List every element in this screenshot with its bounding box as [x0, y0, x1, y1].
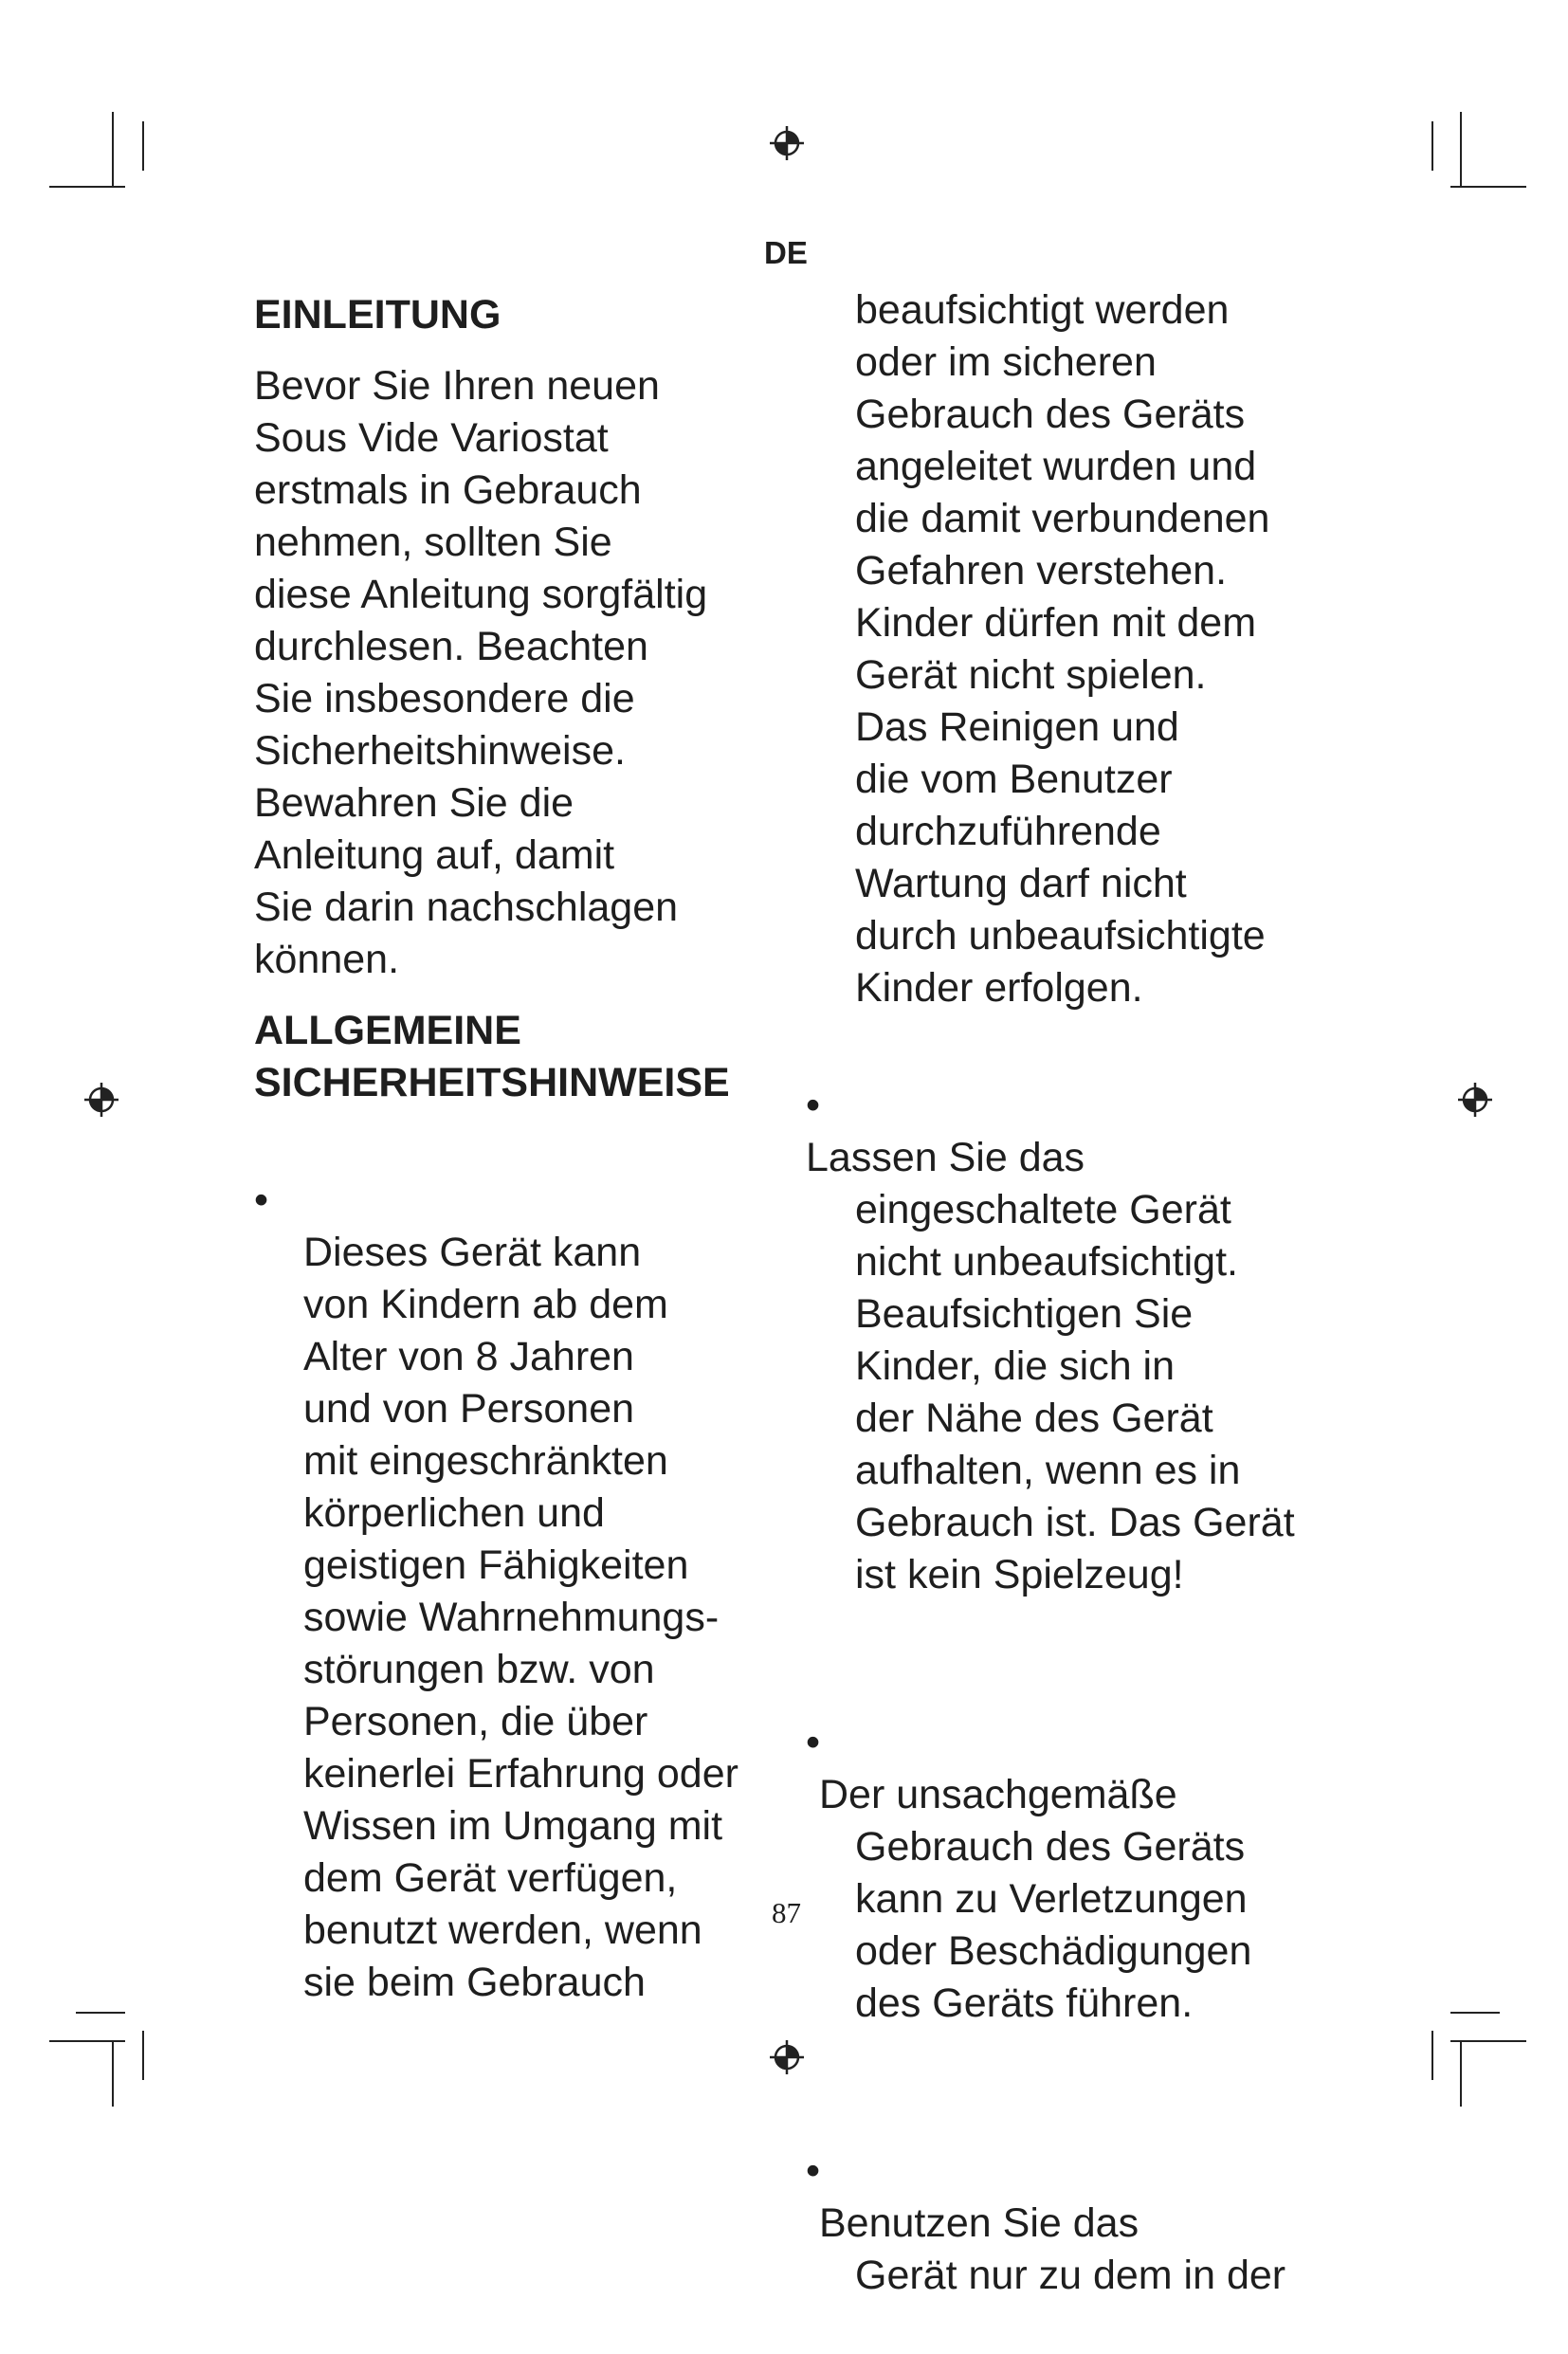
registration-mark-top-icon — [768, 124, 806, 162]
registration-mark-left-icon — [82, 1081, 120, 1119]
bullet-text-rest: Gerät nur zu dem in der — [855, 2253, 1286, 2298]
crop-mark-bottom-right-h2 — [1450, 2012, 1500, 2014]
crop-mark-top-right-v2 — [1431, 121, 1433, 171]
bullet-text: Dieses Gerät kann von Kindern ab dem Alter von 8 Jahren und von Personen mit eingeschränkten körperlichen und geistigen Fähigkeiten sowie Wahrnehmungs- störungen bzw. von Personen, die über keinerlei Erfahrung oder Wissen im Umgang mit dem Gerät verfügen, benutzt werden, wenn sie beim Gebrauch — [303, 1230, 738, 2005]
page-number: 87 — [772, 1896, 801, 1929]
list-item — [806, 1665, 1337, 2082]
bullet-text-rest: eingeschaltete Gerät nicht unbeaufsichtigt. Beaufsichtigen Sie Kinder, die sich in der Nähe des Gerät aufhalten, wenn es in Gebrauch ist. Das Gerät ist kein Spielzeug! — [855, 1187, 1295, 1597]
list-item — [806, 1028, 1337, 1653]
registration-mark-bottom-icon — [768, 2038, 806, 2076]
crop-mark-top-left-h — [49, 186, 125, 188]
crop-mark-bottom-right-v1 — [1460, 2040, 1462, 2107]
crop-mark-top-left-v1 — [112, 112, 114, 188]
bullet-text-first-line: Der unsachgemäße — [819, 1772, 1177, 1817]
list-item — [806, 2093, 1337, 2354]
safety-heading: ALLGEMEINE SICHERHEITSHINWEISE — [254, 1008, 730, 1105]
crop-mark-bottom-left-h — [49, 2040, 125, 2042]
language-code: DE — [764, 235, 808, 270]
crop-mark-bottom-right-h — [1450, 2040, 1526, 2042]
bullet-icon: • — [254, 1177, 269, 1223]
crop-mark-top-left-v2 — [142, 121, 144, 171]
bullet-icon: • — [806, 2148, 821, 2194]
bullet-text-rest: Gebrauch des Geräts kann zu Verletzungen oder Beschädigungen des Geräts führen. — [855, 1824, 1252, 2026]
list-item — [254, 1122, 785, 2009]
crop-mark-top-right-h — [1450, 186, 1526, 188]
bullet-icon: • — [806, 1720, 821, 1765]
right-bullet-list — [806, 1028, 1337, 2354]
left-column — [254, 284, 785, 2009]
registration-mark-right-icon — [1456, 1081, 1494, 1119]
intro-heading: EINLEITUNG — [254, 292, 501, 338]
intro-text: Bevor Sie Ihren neuen Sous Vide Variostat erstmals in Gebrauch nehmen, sollten Sie diese Anleitung sorgfältig durchlesen. Beachten Sie insbesondere die Sicherheitshinweise. Bewahren Sie die Anleitung auf, damit Sie darin nachschlagen können. — [254, 363, 708, 982]
bullet-icon: • — [806, 1083, 821, 1128]
crop-mark-bottom-left-v1 — [112, 2040, 114, 2107]
safety-bullet-list — [254, 1122, 785, 2009]
crop-mark-top-right-v1 — [1460, 112, 1462, 188]
crop-mark-bottom-right-v2 — [1431, 2031, 1433, 2080]
continuation-text: beaufsichtigt werden oder im sicheren Gebrauch des Geräts angeleitet wurden und die damit verbundenen Gefahren verstehen. Kinder dürfen mit dem Gerät nicht spielen. Das Reinigen und die vom Benutzer durchzuführende Wartung darf nicht durch unbeaufsichtigte Kinder erfolgen. — [855, 287, 1270, 1011]
crop-mark-bottom-left-h2 — [76, 2012, 125, 2014]
right-column — [806, 284, 1337, 2354]
bullet-text-first-line: Benutzen Sie das — [819, 2200, 1140, 2246]
bullet-text-first-line: Lassen Sie das — [806, 1135, 1085, 1180]
crop-mark-bottom-left-v2 — [142, 2031, 144, 2080]
